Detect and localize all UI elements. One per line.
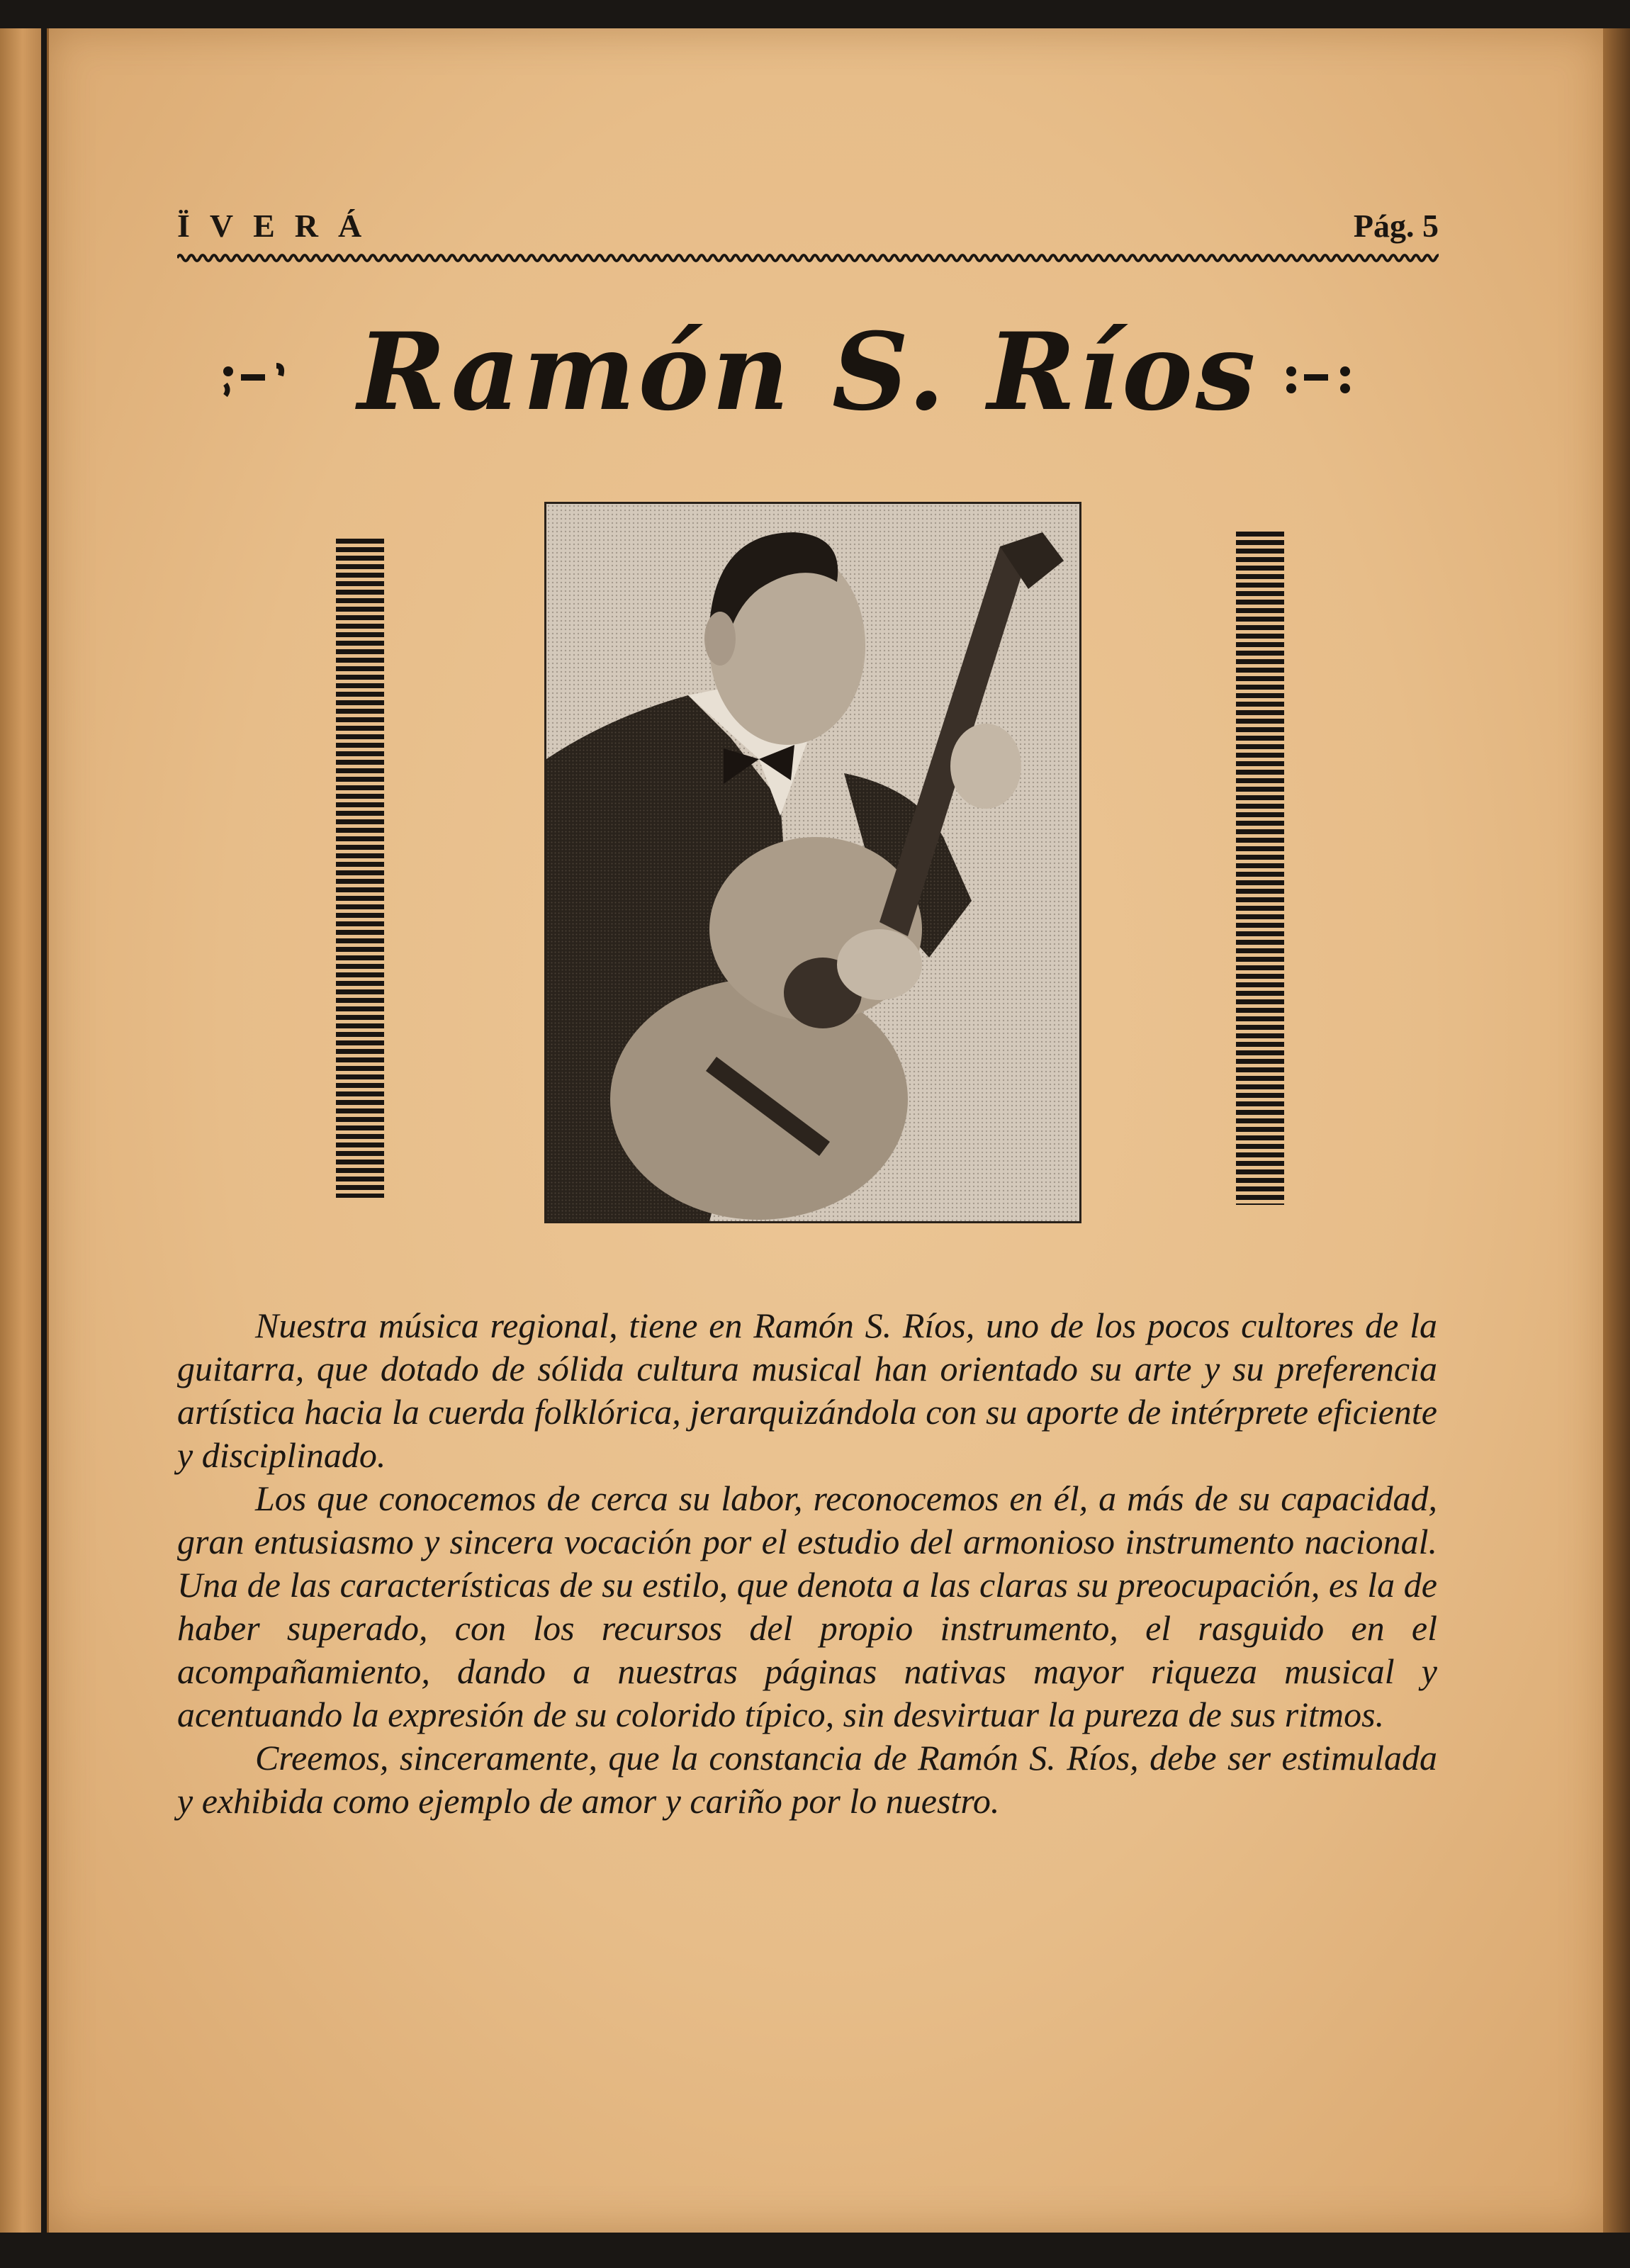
- decorative-bars-right: [1236, 532, 1284, 1205]
- paragraph-1: Nuestra música regional, tiene en Ramón S. Ríos, uno de los pocos cultores de la guitarra, que dotado de sólida cultura musical han orientado su arte y su preferencia artística hacia la cuerda folklórica, jerarquizándola con su aporte de intérprete eficiente y disciplinado.: [177, 1306, 1437, 1475]
- magazine-name: ÏVERÁ: [177, 208, 382, 244]
- article-body: [177, 1304, 1437, 1823]
- right-page-edge: [1603, 28, 1630, 2233]
- page-number: Pág. 5: [1353, 208, 1439, 244]
- paragraph-2: Los que conocemos de cerca su labor, reconocemos en él, a más de su capacidad, gran entusiasmo y sincera vocación por el estudio del armonioso instrumento nacional. Una de las características de su estilo, que denota a las claras su preocupación, es la de haber superado, con los recursos del propio instrumento, el rasguido en el acompañamiento, dando a nuestras páginas nativas mayor riqueza musical y acentuando la expresión de su colorido típico, sin desvirtuar la pureza de sus ritmos.: [177, 1478, 1437, 1734]
- paragraph-3: Creemos, sinceramente, que la constancia de Ramón S. Ríos, debe ser estimulada y exhibida como ejemplo de amor y cariño por lo nuestro.: [177, 1738, 1437, 1821]
- wavy-rule: [177, 249, 1439, 266]
- left-page-edge: [0, 28, 41, 2233]
- decorative-bars-left: [336, 539, 384, 1198]
- guitarist-photo: [544, 502, 1081, 1223]
- article-title: Ramón S. Ríos: [357, 310, 1259, 434]
- article-title-row: [177, 312, 1439, 439]
- title-ornament-right: [1283, 356, 1361, 402]
